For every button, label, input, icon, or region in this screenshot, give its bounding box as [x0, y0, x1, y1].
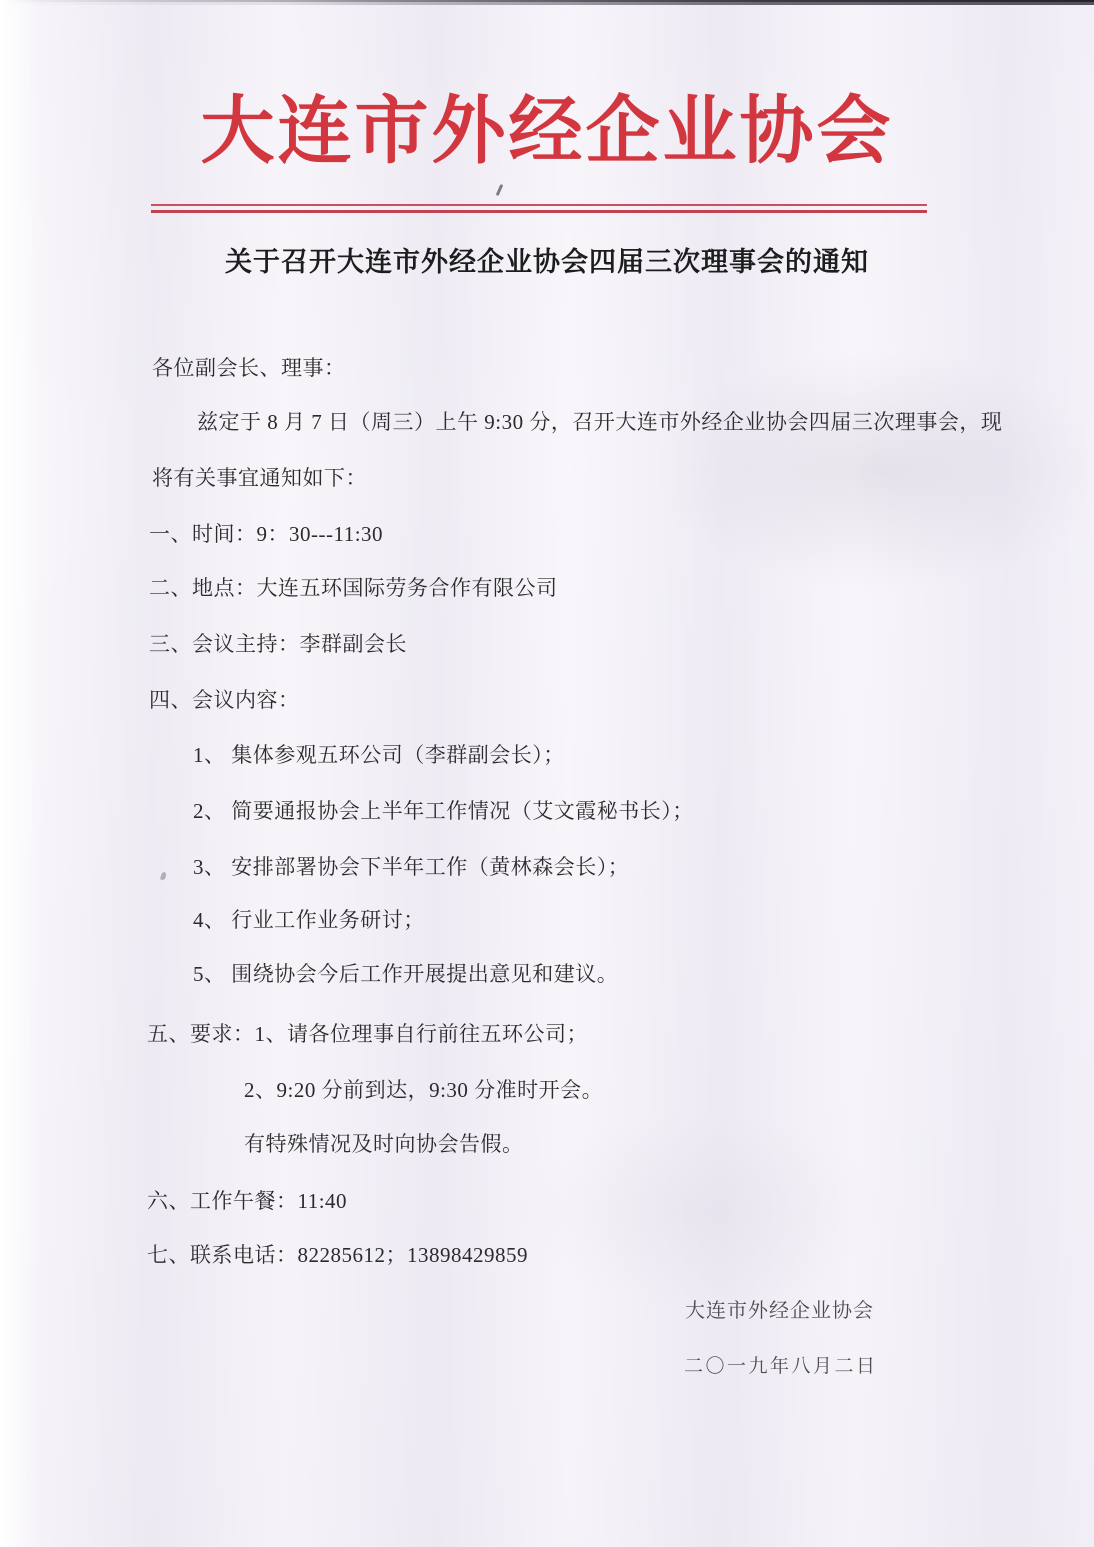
agenda-item-3: 3、 安排部署协会下半年工作（黄林森会长）； — [193, 855, 630, 879]
scan-speck-tick — [496, 184, 504, 196]
signature-org: 大连市外经企业协会 — [685, 1300, 874, 1322]
requirement-3: 有特殊情况及时向协会告假。 — [244, 1132, 524, 1156]
agenda-item-1: 1、 集体参观五环公司（李群副会长）； — [193, 743, 565, 767]
item-location: 二、地点：大连五环国际劳务合作有限公司 — [149, 576, 558, 600]
scan-speck-dot — [160, 871, 167, 880]
intro-line-1: 兹定于 8 月 7 日（周三）上午 9:30 分，召开大连市外经企业协会四届三次理事会，现 — [197, 410, 1003, 434]
item-agenda-heading: 四、会议内容： — [149, 688, 300, 712]
scan-top-edge — [0, 0, 1094, 5]
masthead-org-name: 大连市外经企业协会 — [200, 91, 894, 173]
agenda-item-4: 4、 行业工作业务研讨； — [193, 908, 425, 932]
requirement-2: 2、9:20 分前到达，9:30 分准时开会。 — [244, 1078, 604, 1102]
item-time: 一、时间：9：30---11:30 — [149, 522, 384, 546]
item-requirements: 五、要求：1、请各位理事自行前往五环公司； — [147, 1022, 588, 1046]
agenda-item-5: 5、 围绕协会今后工作开展提出意见和建议。 — [193, 962, 619, 986]
item-phone: 七、联系电话：82285612；13898429859 — [147, 1243, 528, 1267]
salutation: 各位副会长、理事： — [152, 356, 346, 380]
red-rule-top — [151, 204, 927, 206]
item-lunch: 六、工作午餐：11:40 — [147, 1189, 348, 1213]
item-host: 三、会议主持：李群副会长 — [149, 632, 407, 656]
signature-date: 二〇一九年八月二日 — [684, 1356, 878, 1377]
doc-title: 关于召开大连市外经企业协会四届三次理事会的通知 — [225, 247, 869, 277]
red-rule-bottom — [151, 210, 927, 213]
agenda-item-2: 2、 简要通报协会上半年工作情况（艾文霞秘书长）； — [193, 799, 694, 823]
intro-line-2: 将有关事宜通知如下： — [152, 466, 367, 490]
